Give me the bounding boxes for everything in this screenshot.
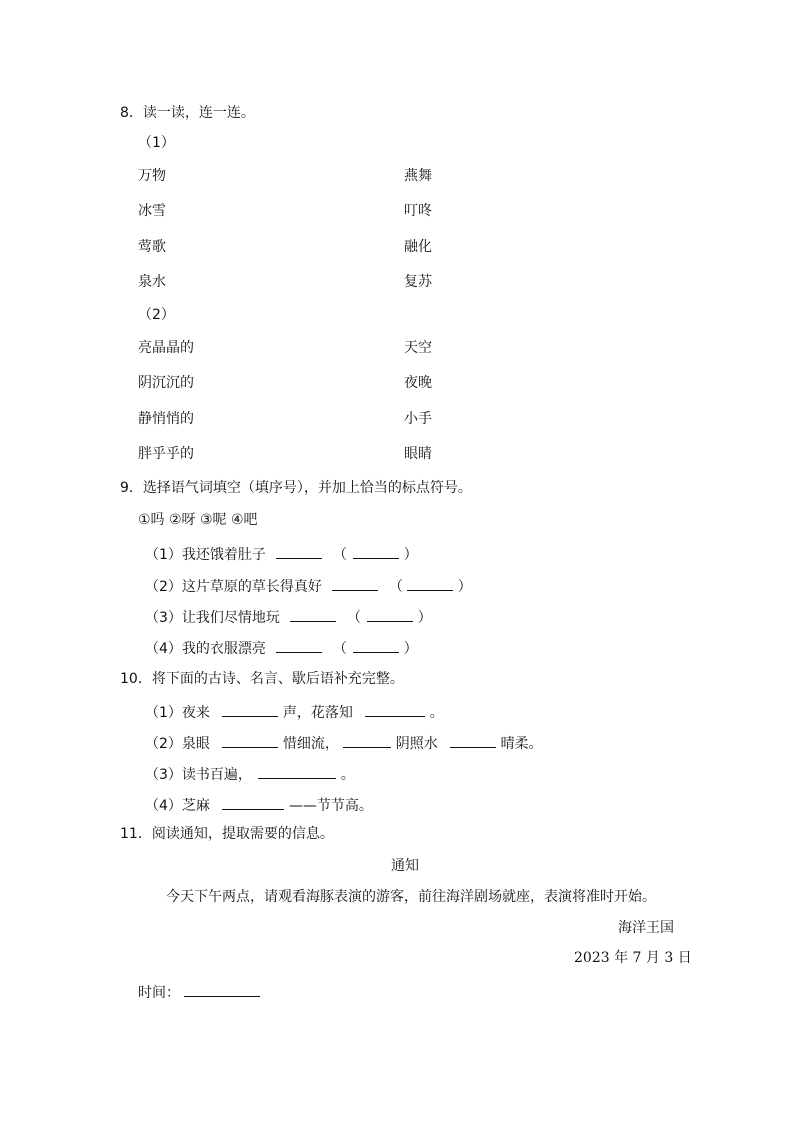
q10-text: （2）泉眼: [145, 736, 210, 752]
notice-title: 通知: [391, 858, 419, 874]
q8-right-word: 夜晚: [404, 375, 432, 391]
q9-item-label: （1）我还饿着肚子: [145, 547, 266, 563]
notice-body: 今天下午两点，请观看海豚表演的游客，前往海洋剧场就座，表演将准时开始。: [166, 889, 656, 905]
answer-blank[interactable]: [353, 640, 399, 653]
answer-blank[interactable]: [407, 578, 453, 591]
q8-left-word: 万物: [138, 168, 166, 184]
q8-right-word: 天空: [404, 340, 432, 356]
q8-right-word: 眼睛: [404, 446, 432, 462]
q9-item: [145, 640, 418, 656]
q8-right-word: 燕舞: [404, 168, 432, 184]
paren-close: ）: [403, 641, 418, 657]
q8-title: 8．读一读，连一连。: [120, 105, 255, 121]
answer-blank[interactable]: [276, 546, 322, 559]
q10-text: 。: [429, 705, 444, 721]
answer-blank[interactable]: [353, 546, 399, 559]
q9-item-label: （2）这片草原的草长得真好: [145, 579, 322, 595]
q8-right-word: 小手: [404, 411, 432, 427]
q10-text: 声，花落知: [282, 705, 353, 721]
q10-text: 阴照水: [395, 736, 438, 752]
time-answer-blank[interactable]: [184, 984, 260, 997]
q10-text: （3）读书百遍，: [145, 767, 252, 783]
answer-blank[interactable]: [332, 578, 378, 591]
notice-date: 2023 年 7 月 3 日: [574, 950, 692, 966]
paren-open: （: [388, 579, 403, 595]
q8-left-word: 阴沉沉的: [138, 375, 194, 391]
q10-item: [145, 766, 355, 782]
q8-right-word: 复苏: [404, 274, 432, 290]
answer-blank[interactable]: [258, 766, 336, 779]
q8-left-word: 胖乎乎的: [138, 446, 194, 462]
answer-blank[interactable]: [222, 797, 284, 810]
paren-open: （: [332, 547, 347, 563]
q9-item: [145, 609, 432, 625]
q8-right-word: 融化: [404, 239, 432, 255]
q9-options: ①吗 ②呀 ③呢 ④吧: [138, 512, 258, 528]
q10-text: 。: [340, 767, 355, 783]
q8-left-word: 泉水: [138, 274, 166, 290]
q9-title: 9．选择语气词填空（填序号），并加上恰当的标点符号。: [120, 480, 472, 496]
q8-left-word: 冰雪: [138, 203, 166, 219]
answer-blank[interactable]: [450, 735, 496, 748]
q9-item: [145, 578, 472, 594]
q8-part1-label: （1）: [138, 135, 175, 151]
q10-item: [145, 704, 444, 720]
q9-item: [145, 546, 418, 562]
time-label: 时间：: [138, 985, 180, 1001]
paren-open: （: [346, 610, 361, 626]
paren-close: ）: [457, 579, 472, 595]
q8-left-word: 静悄悄的: [138, 411, 194, 427]
paren-close: ）: [403, 547, 418, 563]
q8-left-word: 莺歌: [138, 239, 166, 255]
q9-item-label: （4）我的衣服漂亮: [145, 641, 266, 657]
q10-text: 晴柔。: [500, 736, 543, 752]
q8-right-word: 叮咚: [404, 203, 432, 219]
q10-text: ——节节高。: [288, 798, 373, 814]
answer-blank[interactable]: [367, 609, 413, 622]
answer-blank[interactable]: [290, 609, 336, 622]
q10-title: 10．将下面的古诗、名言、歇后语补充完整。: [120, 671, 404, 687]
q8-part2-label: （2）: [138, 307, 175, 323]
answer-blank[interactable]: [276, 640, 322, 653]
q10-text: 惜细流，: [282, 736, 339, 752]
q10-text: （1）夜来: [145, 705, 210, 721]
q10-item: [145, 735, 543, 751]
paren-open: （: [332, 641, 347, 657]
paren-close: ）: [417, 610, 432, 626]
answer-blank[interactable]: [365, 704, 425, 717]
q10-item: [145, 797, 373, 813]
answer-blank[interactable]: [343, 735, 391, 748]
q10-text: （4）芝麻: [145, 798, 210, 814]
q9-item-label: （3）让我们尽情地玩: [145, 610, 280, 626]
q8-left-word: 亮晶晶的: [138, 340, 194, 356]
time-field: [138, 984, 260, 1000]
answer-blank[interactable]: [222, 735, 278, 748]
notice-signature: 海洋王国: [618, 920, 674, 936]
answer-blank[interactable]: [222, 704, 278, 717]
q11-title: 11．阅读通知，提取需要的信息。: [120, 826, 334, 842]
